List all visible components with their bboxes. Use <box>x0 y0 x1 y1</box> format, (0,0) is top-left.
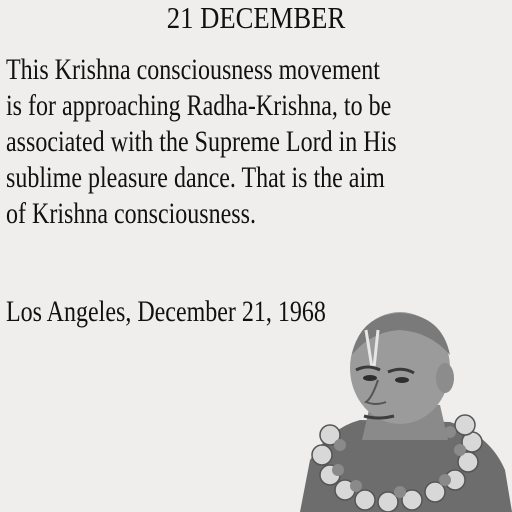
quote-line: This Krishna consciousness movement <box>6 53 380 86</box>
quote-line: is for approaching Radha-Krishna, to be <box>6 89 392 122</box>
quote-line: of Krishna consciousness. <box>6 197 256 230</box>
quote-text <box>6 52 486 232</box>
quote-line: sublime pleasure dance. That is the aim <box>6 161 385 194</box>
quote-line: associated with the Supreme Lord in His <box>6 125 397 158</box>
portrait-photo <box>300 310 512 512</box>
page-title: 21 DECEMBER <box>166 0 346 35</box>
attribution-place-date: Los Angeles, December 21, 1968 <box>6 295 326 328</box>
